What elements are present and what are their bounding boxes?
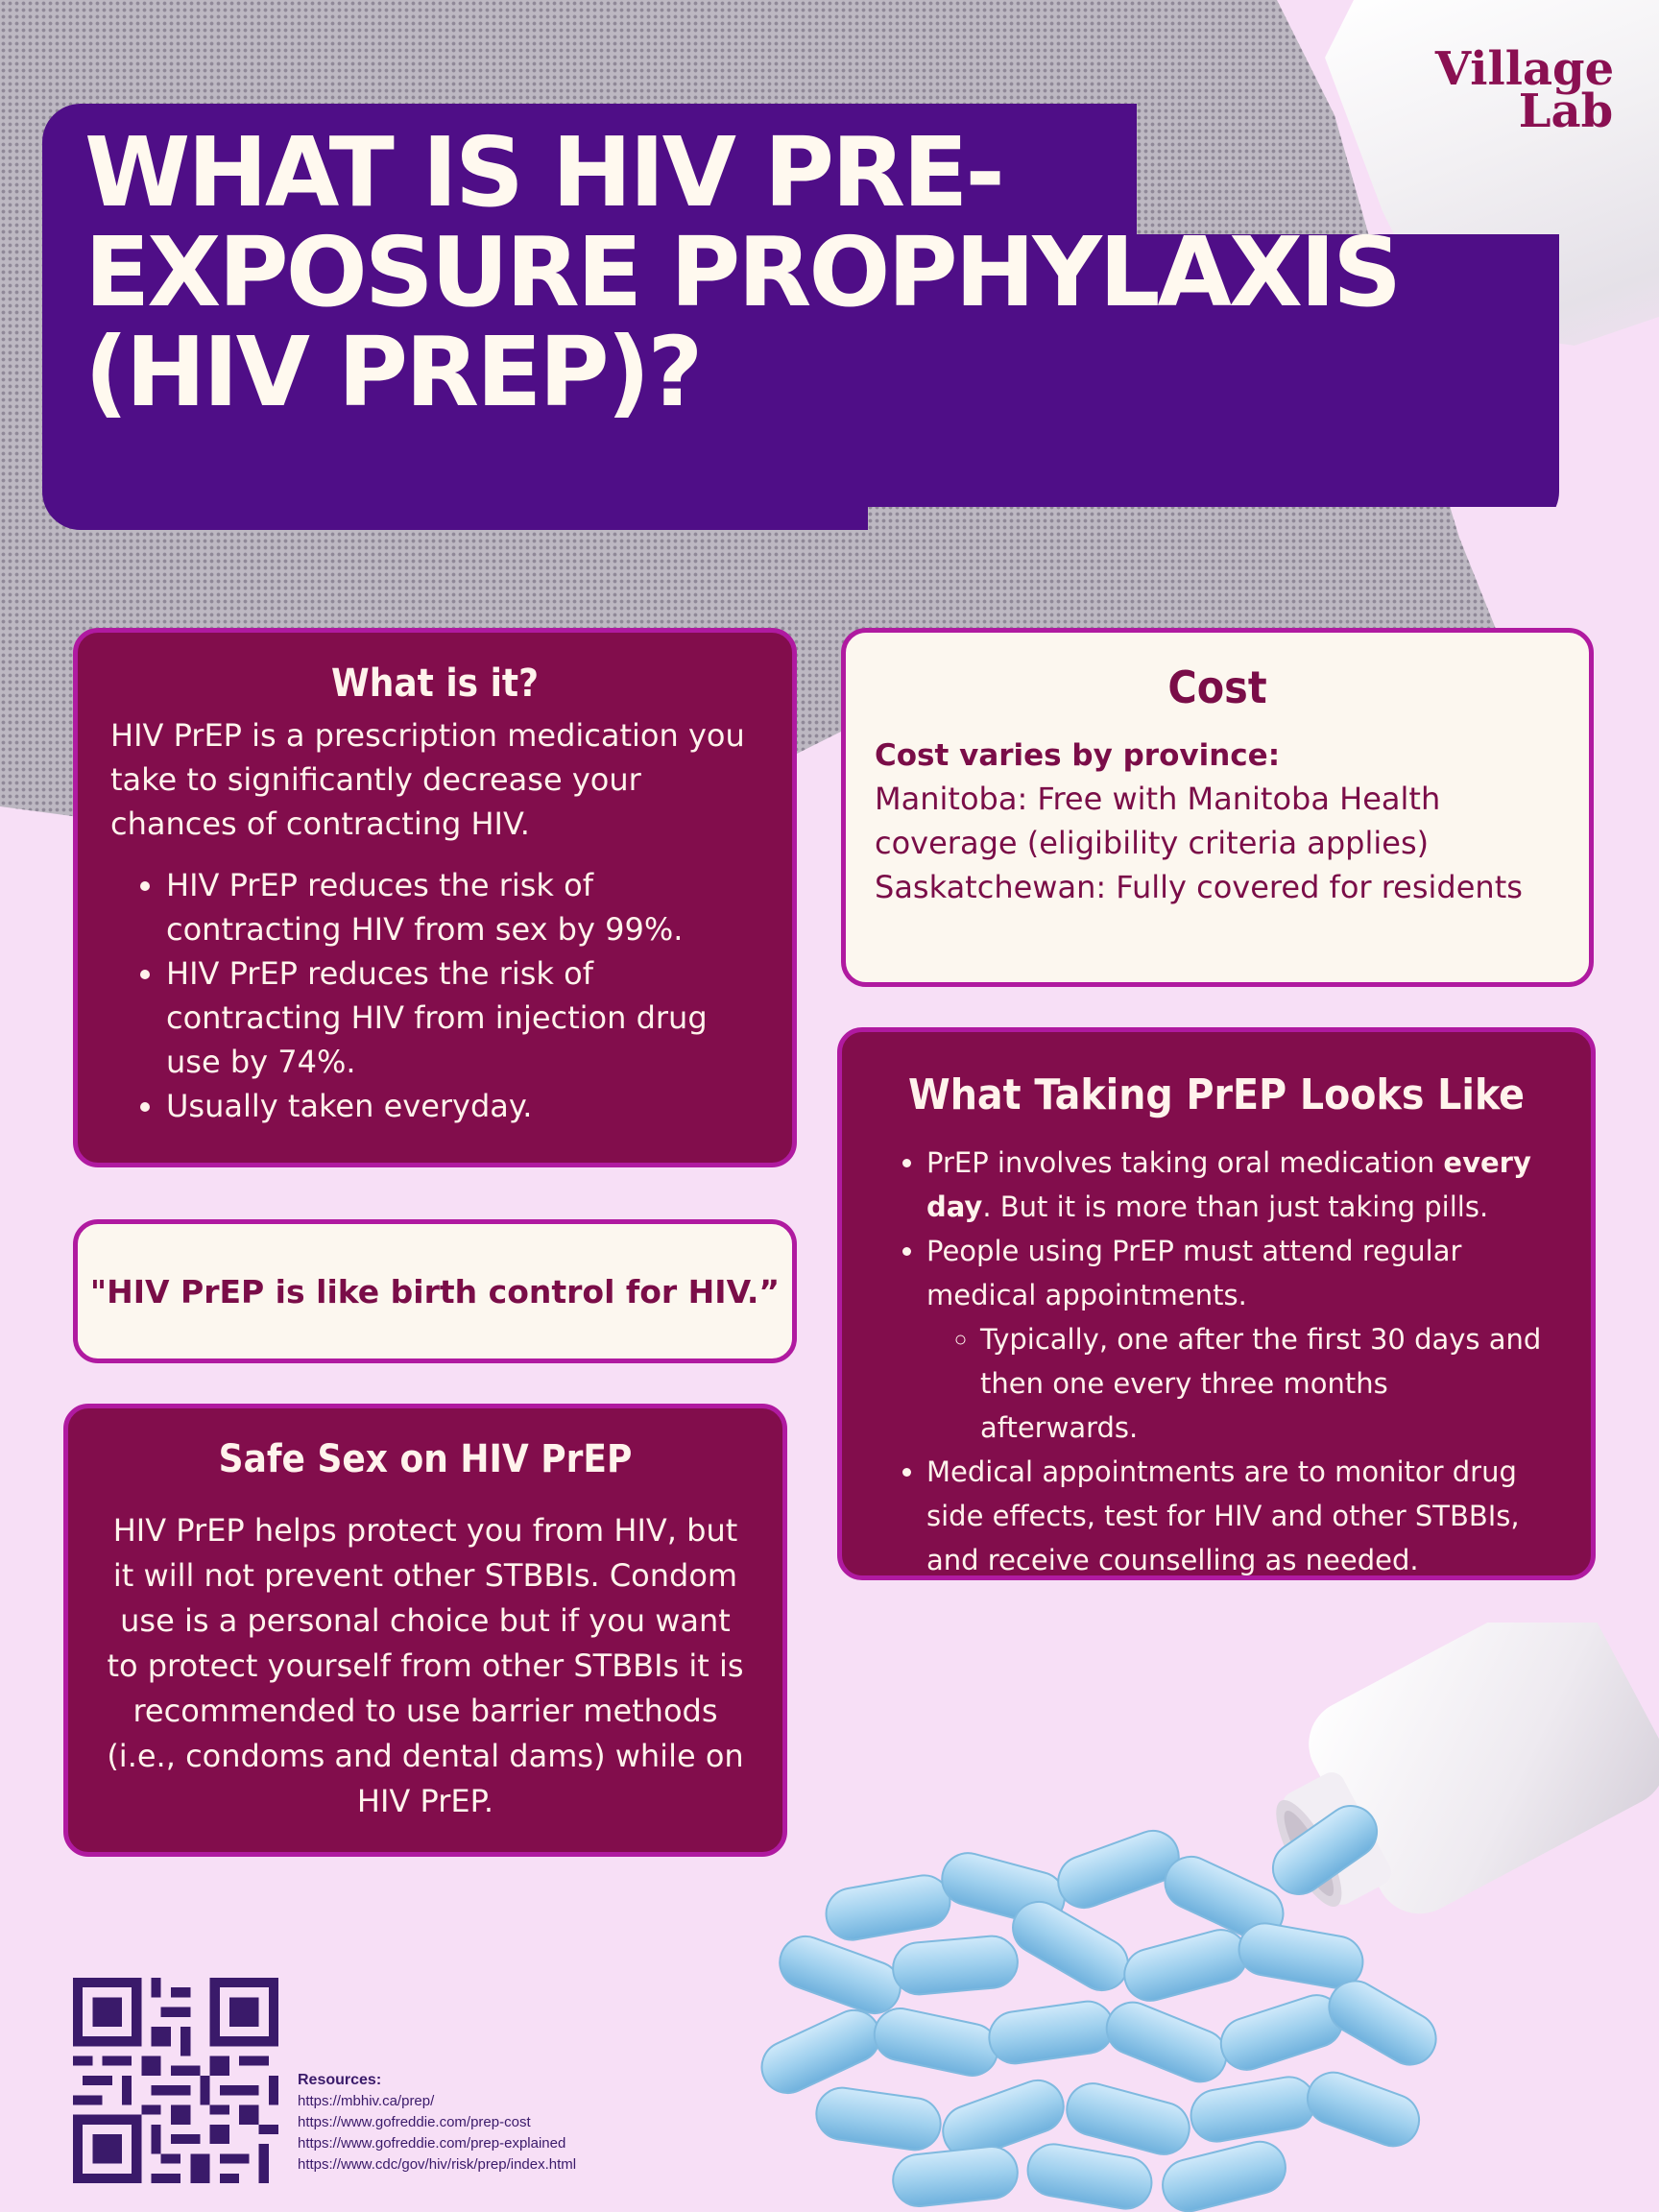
what-is-it-heading: What is it? (330, 661, 539, 706)
resource-link[interactable]: https://www.cdc/gov/hiv/risk/prep/index.html (298, 2156, 577, 2173)
resources-heading: Resources: (298, 2072, 382, 2088)
looks-like-card (837, 1027, 1596, 1580)
village-lab-logo (1419, 42, 1630, 138)
quote-card (73, 1219, 797, 1363)
resource-link[interactable]: https://mbhiv.ca/prep/ (298, 2093, 435, 2109)
what-is-it-intro: HIV PrEP is a prescription medication you take to significantly decrease your chances of contracting HIV. (110, 717, 745, 842)
safe-sex-heading: Safe Sex on HIV PrEP (218, 1437, 633, 1481)
list-item (926, 1141, 1552, 1229)
logo-line-1: Village (1434, 42, 1615, 96)
cost-heading: Cost (1167, 661, 1267, 713)
cost-line-saskatchewan: Saskatchewan: Fully covered for residents (875, 869, 1523, 905)
looks-like-heading: What Taking PrEP Looks Like (908, 1070, 1525, 1119)
bullet-text: People using PrEP must attend regular medical appointments. (926, 1235, 1462, 1311)
resources-block (298, 2070, 576, 2176)
safe-sex-card (63, 1404, 787, 1857)
safe-sex-body: HIV PrEP helps protect you from HIV, but it will not prevent other STBBIs. Condom use is a personal choice but if you want to protect yourself from other STBBIs it is recommended to use barrier methods (i.e., condoms and dental dams) while on HIV PrEP. (107, 1512, 744, 1819)
sub-list (926, 1317, 1552, 1450)
pills-pile-icon (701, 1805, 1507, 2212)
list-item: • Usually taken everyday. (166, 1084, 759, 1128)
what-is-it-card (73, 628, 797, 1167)
looks-like-list (880, 1141, 1552, 1582)
resource-link[interactable]: https://www.gofreddie.com/prep-explained (298, 2135, 566, 2152)
page-title: WHAT IS HIV PRE-EXPOSURE PROPHYLAXIS (HIV PREP)? (84, 116, 1400, 428)
what-is-it-list (110, 863, 759, 1128)
list-item: • Medical appointments are to monitor drug side effects, test for HIV and other STBBIs, and receive counselling as needed. (926, 1450, 1552, 1582)
cost-line-manitoba: Manitoba: Free with Manitoba Health coverage (eligibility criteria applies) (875, 781, 1441, 861)
qr-code-icon (73, 1978, 278, 2183)
sub-list-item: ◦ Typically, one after the first 30 days and then one every three months afterwards. (980, 1317, 1552, 1450)
cost-card (841, 628, 1594, 987)
bullet-text: . But it is more than just taking pills. (982, 1190, 1489, 1223)
quote-text: "HIV PrEP is like birth control for HIV.” (89, 1272, 781, 1310)
list-item: • HIV PrEP reduces the risk of contracting HIV from sex by 99%. (166, 863, 759, 951)
bullet-bold-text: every day (926, 1146, 1531, 1223)
resource-link[interactable]: https://www.gofreddie.com/prep-cost (298, 2114, 531, 2130)
cost-subheading: Cost varies by province: (875, 738, 1281, 773)
bullet-text: PrEP involves taking oral medication (926, 1146, 1444, 1179)
logo-line-2: Lab (1518, 84, 1614, 138)
list-item (926, 1229, 1552, 1450)
list-item: • HIV PrEP reduces the risk of contracting HIV from injection drug use by 74%. (166, 951, 759, 1084)
